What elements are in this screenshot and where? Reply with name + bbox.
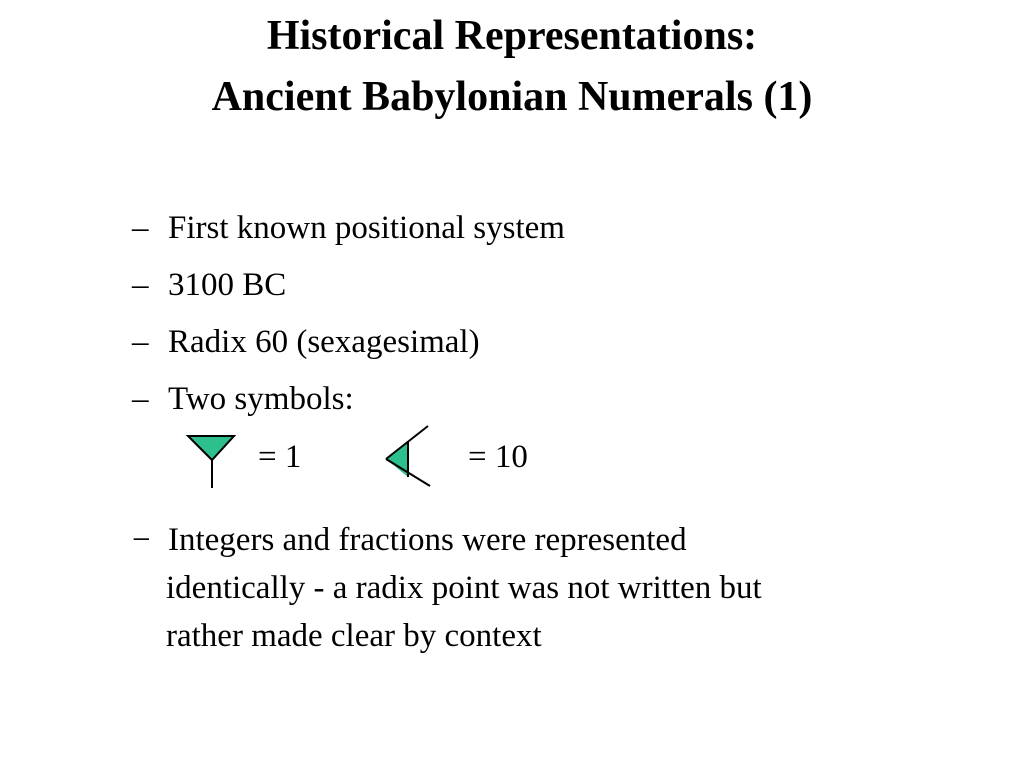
bullet-dash: – (132, 324, 149, 360)
bullet-item-multiline (132, 516, 762, 660)
bullet-text: 3100 BC (168, 267, 287, 303)
bullet-item (132, 265, 286, 305)
bullet-item (132, 208, 565, 248)
bullet-dash: – (132, 381, 149, 417)
symbol-ten-value: = 10 (468, 439, 528, 475)
bullet-text: Radix 60 (sexagesimal) (168, 324, 480, 360)
bullet-item (132, 379, 354, 419)
bullet-line-1 (132, 516, 762, 564)
slide-title-line-1: Historical Representations: (266, 13, 758, 59)
bullet-text: Two symbols: (168, 381, 354, 417)
bullet-text: First known positional system (168, 210, 565, 246)
bullet-line-2: identically - a radix point was not written but (166, 570, 762, 606)
slide-title-line-2: Ancient Babylonian Numerals (1) (211, 74, 813, 120)
bullet-line-3: rather made clear by context (166, 618, 542, 654)
symbol-one-value: = 1 (258, 439, 302, 475)
cuneiform-wedge-one-icon (186, 432, 240, 490)
bullet-dash: – (132, 210, 149, 246)
bullet-dash: − (132, 522, 151, 558)
bullet-dash: – (132, 267, 149, 303)
bullet-item (132, 322, 480, 362)
bullet-text: Integers and fractions were represented (168, 522, 687, 558)
cuneiform-wedge-ten-icon (380, 424, 436, 490)
